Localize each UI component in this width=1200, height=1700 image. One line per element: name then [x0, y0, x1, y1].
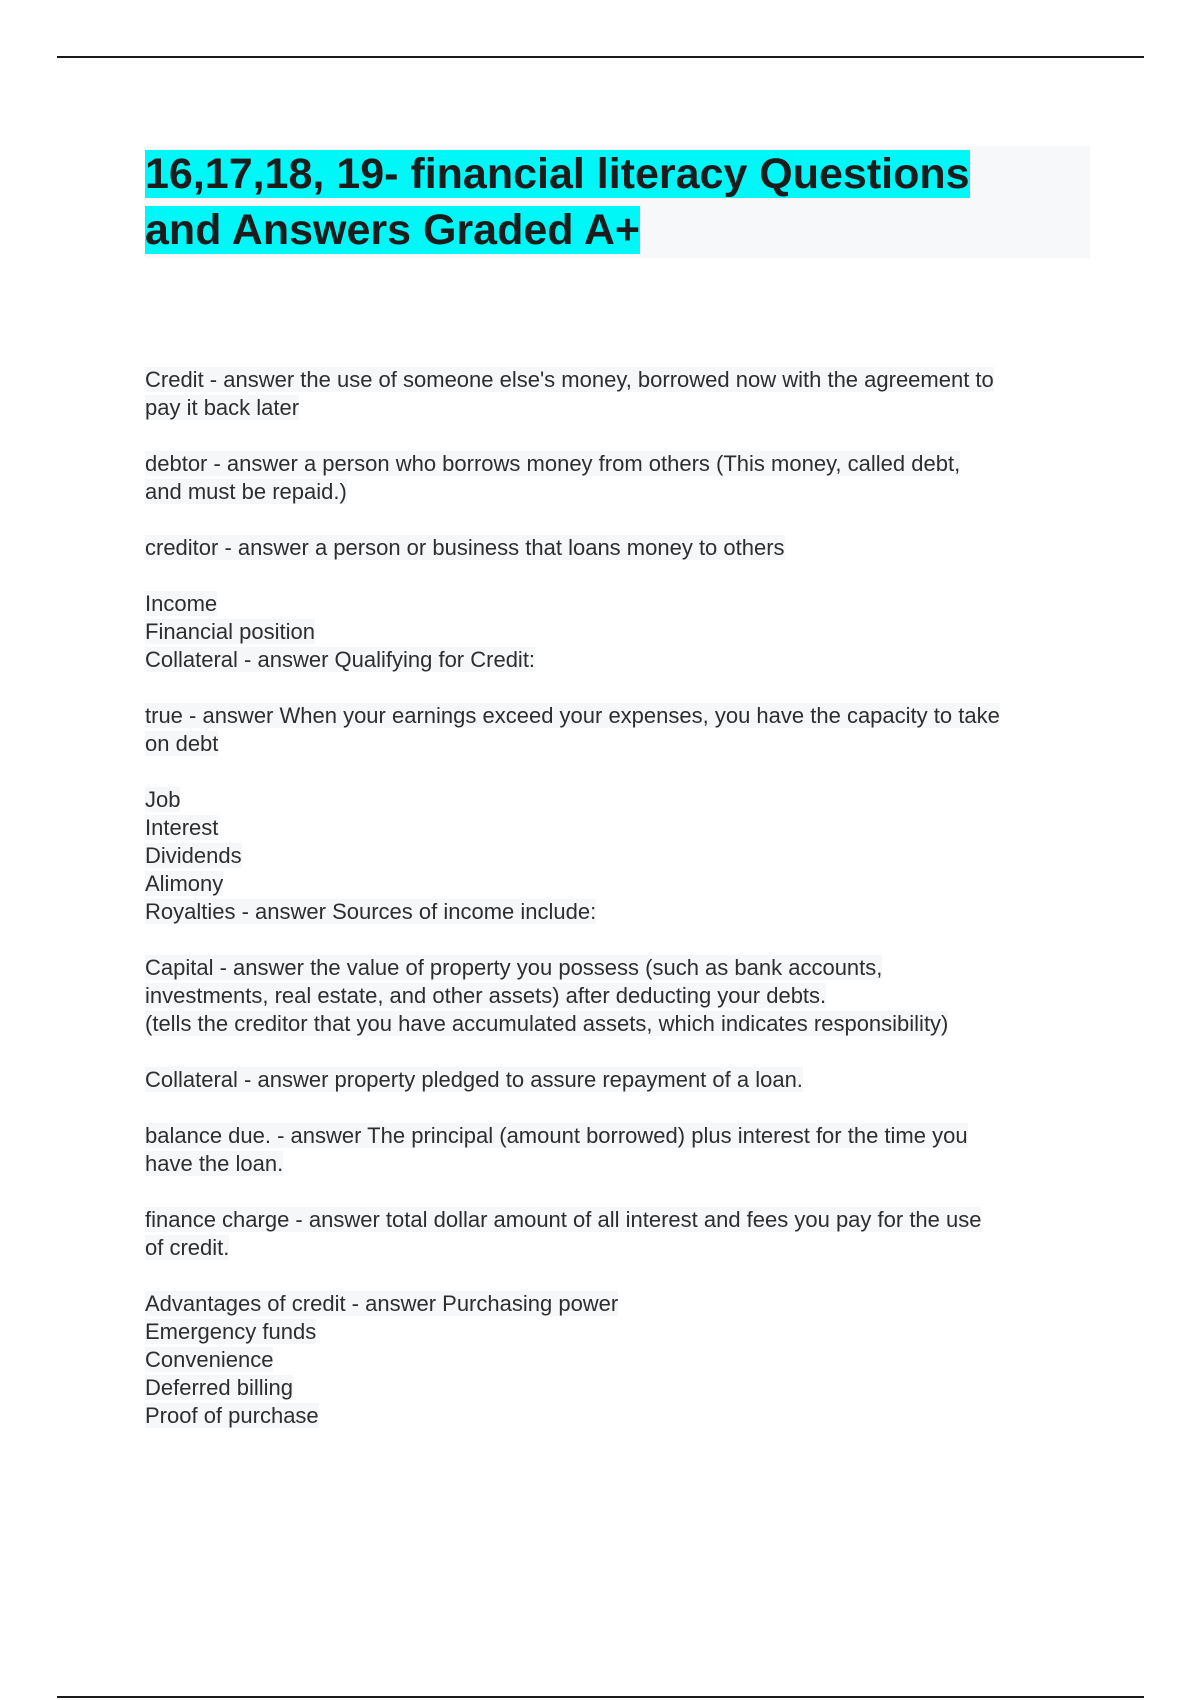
entry-text-line: Convenience: [145, 1347, 274, 1372]
entry-text-line: Income: [145, 591, 218, 616]
entry-text-line: on debt: [145, 731, 219, 756]
entry-text-line: of credit.: [145, 1235, 230, 1260]
entry-text-line: Advantages of credit - answer Purchasing power: [145, 1291, 619, 1316]
entry-text-line: and must be repaid.): [145, 479, 347, 504]
entry-text-line: Financial position: [145, 619, 315, 644]
entry-text-line: Interest: [145, 815, 219, 840]
entry-text-line: Credit - answer the use of someone else's money, borrowed now with the agreement to: [145, 367, 994, 392]
entry-text-line: Proof of purchase: [145, 1403, 319, 1428]
title-line-2: and Answers Graded A+: [145, 206, 641, 254]
entry-text-line: true - answer When your earnings exceed your expenses, you have the capacity to take: [145, 703, 1000, 728]
entry-text-line: debtor - answer a person who borrows money from others (This money, called debt,: [145, 451, 961, 476]
entry-text-line: Job: [145, 787, 181, 812]
entry-text-line: (tells the creditor that you have accumulated assets, which indicates responsibility): [145, 1011, 949, 1036]
entry-text-line: pay it back later: [145, 395, 300, 420]
qa-entry: [145, 1122, 1090, 1178]
qa-list: [145, 366, 1090, 1458]
qa-entry: [145, 366, 1090, 422]
entry-text-line: Dividends: [145, 843, 242, 868]
title-block: [145, 146, 1090, 258]
document-title: [145, 146, 1090, 258]
qa-entry: [145, 786, 1090, 926]
qa-entry: [145, 534, 1090, 562]
qa-entry: [145, 1206, 1090, 1262]
entry-text-line: Deferred billing: [145, 1375, 293, 1400]
entry-text-line: investments, real estate, and other assets) after deducting your debts.: [145, 983, 827, 1008]
qa-entry: [145, 954, 1090, 1038]
bottom-rule: [57, 1696, 1144, 1698]
qa-entry: [145, 702, 1090, 758]
entry-text-line: balance due. - answer The principal (amount borrowed) plus interest for the time you: [145, 1123, 968, 1148]
entry-text-line: Collateral - answer property pledged to assure repayment of a loan.: [145, 1067, 803, 1092]
entry-text-line: Collateral - answer Qualifying for Credit:: [145, 647, 536, 672]
entry-text-line: creditor - answer a person or business that loans money to others: [145, 535, 785, 560]
entry-text-line: Emergency funds: [145, 1319, 317, 1344]
entry-text-line: finance charge - answer total dollar amount of all interest and fees you pay for the use: [145, 1207, 982, 1232]
title-line-1: 16,17,18, 19- financial literacy Questions: [145, 150, 970, 198]
entry-text-line: Alimony: [145, 871, 224, 896]
top-rule: [57, 56, 1144, 58]
entry-text-line: Capital - answer the value of property you possess (such as bank accounts,: [145, 955, 883, 980]
qa-entry: [145, 590, 1090, 674]
entry-text-line: Royalties - answer Sources of income include:: [145, 899, 597, 924]
qa-entry: [145, 1066, 1090, 1094]
entry-text-line: have the loan.: [145, 1151, 284, 1176]
qa-entry: [145, 1290, 1090, 1430]
qa-entry: [145, 450, 1090, 506]
